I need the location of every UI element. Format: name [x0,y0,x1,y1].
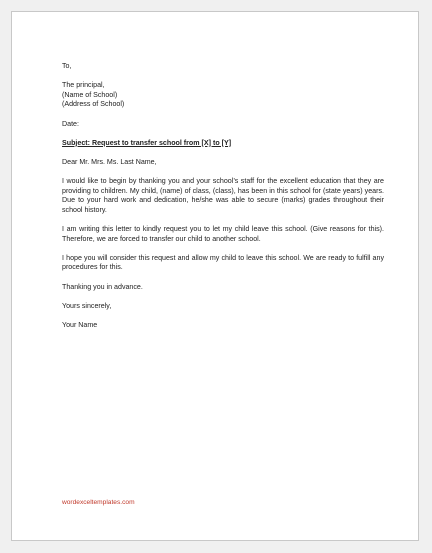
paragraph-2: I am writing this letter to kindly request you to let my child leave this school. (Give reasons for this). Therefore, we are forced to transfer our child to another school. [62,225,384,243]
closing-line [62,302,384,312]
recipient-block [62,81,384,110]
paragraph-1: I would like to begin by thanking you and your school’s staff for the excellent education that they are providing to children. My child, (name) of class, (class), has been in this school for (state years) years. Due to your hard work and dedication, he/she was able to secure (marks) grades throughout their school history. [62,177,384,214]
thanks-line [62,283,384,293]
thanks-text: Thanking you in advance. [62,282,143,291]
subject-text: Subject: Request to transfer school from [X] to [Y] [62,138,232,147]
subject-line [62,139,384,149]
recipient-school-name: (Name of School) [62,90,118,99]
closing-text: Yours sincerely, [62,301,112,310]
paragraph-3: I hope you will consider this request and allow my child to leave this school. We are ready to fulfill any procedures for this. [62,253,384,272]
to-line [62,62,384,72]
letter-page [11,11,419,541]
date-line [62,120,384,130]
date-label: Date: [62,119,79,128]
to-label: To, [62,62,72,70]
signature-line [62,321,384,331]
recipient-title: The principal, [62,81,105,90]
recipient-school-address: (Address of School) [62,100,125,109]
signature-text: Your Name [62,321,98,330]
greeting-line [62,158,384,168]
letter-content [62,62,384,340]
greeting-text: Dear Mr. Mrs. Ms. Last Name, [62,157,157,166]
footer-site-link[interactable]: wordexceltemplates.com [62,499,135,506]
